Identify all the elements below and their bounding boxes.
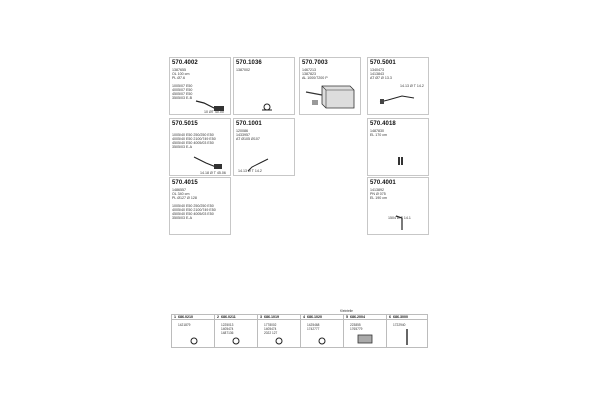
dimension-label: 1504 Ø T 14.1 [388,216,411,220]
clamp-icon [272,337,286,345]
part-card[interactable] [367,177,429,235]
part-cell-line: 1487136 [221,331,234,335]
part-code: 570.5001 [370,60,396,66]
hanger-icon [403,327,411,347]
part-line: 1387655 [172,68,186,72]
part-line: 1387002 [236,68,250,72]
part-code: 570.4001 [370,180,396,186]
part-cell[interactable] [344,315,387,347]
part-line: 4005/07 E50 [172,88,193,92]
part-cell-line: 1425468 [307,323,320,327]
pipe-drawing-icon [192,155,228,171]
part-code: 570.5015 [172,121,198,127]
part-code: 570.4018 [370,121,396,127]
part-cell-line: 1405474 [221,327,234,331]
part-cell-line: 1765779 [350,327,363,331]
part-line: 4505/07 E50 [172,92,193,96]
dimension-label: 14.13 Ø T 14.2 [238,169,262,173]
part-line: PL Ø127 Ø 128 [172,196,197,200]
part-cell-header: 5 686.2004 [344,315,386,320]
pipe-drawing-icon [378,90,420,106]
part-code: 570.7003 [302,60,328,66]
part-line: EL 190 cm [370,196,388,200]
part-line: AT Ø7 Ø 13.3 [370,76,392,80]
part-card[interactable] [169,177,231,235]
small-parts-strip [171,314,428,348]
part-cell-line: 223855 [350,323,361,327]
part-cell[interactable] [215,315,258,347]
part-line: 3505/03 E-B [172,96,192,100]
muffler-drawing-icon [304,82,358,114]
clamp-icon [260,102,274,112]
gasket-icon [356,333,374,345]
small-parts-caption: Kleinteile [340,309,353,313]
dimension-label: 14.13 Ø T 14.2 [400,84,424,88]
bracket-icon [396,155,406,167]
clamp-icon [188,337,200,345]
part-code: 570.1036 [236,60,262,66]
part-cell-line: 1421879 [178,323,191,327]
part-cell[interactable] [301,315,344,347]
part-line: PN Ø 075 [370,192,386,196]
part-cell[interactable] [387,315,427,347]
part-card[interactable] [299,57,361,115]
part-line: 1486557 [172,188,186,192]
part-line: 1413843 [370,72,384,76]
part-cell-line: 1225013 [221,323,234,327]
part-card[interactable] [233,57,295,115]
part-code: 570.4002 [172,60,198,66]
part-line: 1467213 [302,68,316,72]
part-cell-header: 1 686.0210 [172,315,214,320]
part-line: 1005/40 E50 250/250 E50 [172,133,214,137]
part-cell-line: 1405474 [264,327,277,331]
part-line: 4005/40 E50 2100/749 E50 [172,137,216,141]
part-line: 3505/03 E-A [172,145,192,149]
part-cell-header: 6 686.3000 [387,315,427,320]
clamp-icon [315,337,329,345]
part-cell[interactable] [258,315,301,347]
part-line: 1433957 [236,133,250,137]
part-cell-line: 2022 127 [264,331,278,335]
part-code: 570.1001 [236,121,262,127]
part-code: 570.4015 [172,180,198,186]
part-line: 1005/40 E50 250/250 E50 [172,204,214,208]
part-cell[interactable] [172,315,215,347]
part-cell-header: 4 686.1020 [301,315,343,320]
part-line: 4505/40 E50 4005/03 E50 [172,141,214,145]
part-card[interactable] [169,118,231,176]
part-cell-header: 2 686.0211 [215,315,257,320]
part-line: EL 170 cm [370,133,388,137]
part-line: OL 100 cm [172,72,190,76]
part-line: 1413892 [370,188,384,192]
part-card[interactable] [169,57,231,115]
part-card[interactable] [367,118,429,176]
part-line: 1005/07 E50 [172,84,193,88]
part-line: 3505/03 E-A [172,216,192,220]
part-line: 4005/40 E50 2100/749 E50 [172,208,216,212]
dimension-label: 14.18 Ø T 45.06 [200,171,226,175]
part-line: 1340473 [370,68,384,72]
part-line: OL 340 cm [172,192,190,196]
part-cell-line: 1742777 [307,327,320,331]
part-cell-line: 1722940 [393,323,406,327]
part-line: 120086 [236,129,248,133]
part-line: AL 1000/7200 P [302,76,328,80]
dimension-label: 10 ØT 40.00 [204,110,224,114]
part-line: 4505/40 E50 4005/03 E50 [172,212,214,216]
part-line: AT Ø105 Ø107 [236,137,260,141]
part-line: 1387823 [302,72,316,76]
part-line: 1487830 [370,129,384,133]
part-card[interactable] [367,57,429,115]
part-card[interactable] [233,118,295,176]
part-cell-header: 3 686.1019 [258,315,300,320]
clamp-icon [229,337,243,345]
part-cell-line: 1778002 [264,323,277,327]
part-line: PL Ø7.6 [172,76,186,80]
